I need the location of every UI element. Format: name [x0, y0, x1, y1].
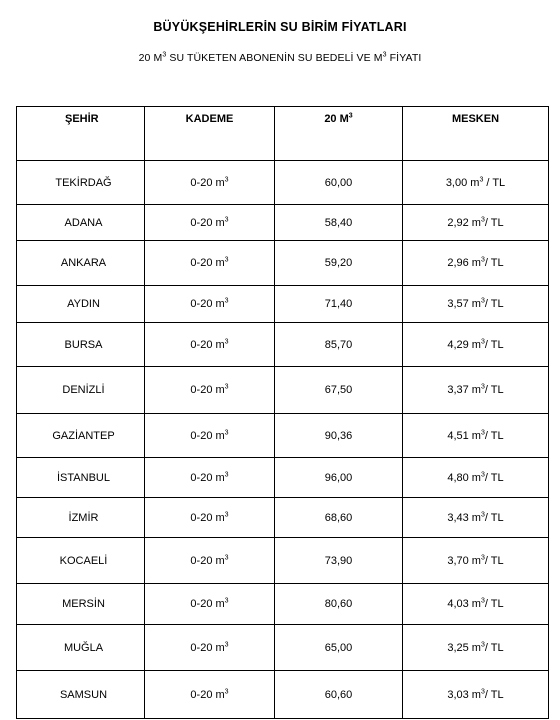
price-cell — [403, 538, 549, 584]
price-unit: / TL — [484, 384, 504, 396]
tier-value: 0-20 m — [190, 338, 225, 351]
tier-cell — [145, 286, 275, 323]
tier-superscript: 3 — [224, 175, 229, 183]
price-superscript: 3 — [480, 428, 485, 436]
document-subtitle — [0, 52, 560, 64]
price-value: 4,29 m — [447, 338, 481, 351]
tier-superscript: 3 — [224, 470, 229, 478]
tier-value: 0-20 m — [190, 298, 225, 310]
price-value: 2,92 m — [447, 216, 481, 229]
price-superscript: 3 — [480, 553, 485, 561]
city-cell: AYDIN — [17, 286, 145, 323]
amount-cell: 67,50 — [275, 367, 403, 414]
city-cell: ANKARA — [17, 241, 145, 286]
tier-cell — [145, 538, 275, 584]
tier-superscript: 3 — [224, 297, 229, 305]
table-row — [17, 538, 549, 584]
city-cell: TEKİRDAĞ — [17, 161, 145, 205]
price-unit: / TL — [484, 598, 504, 610]
subtitle-superscript-1: 3 — [162, 51, 167, 59]
table-row — [17, 323, 549, 367]
city-cell: GAZİANTEP — [17, 414, 145, 458]
tier-cell — [145, 205, 275, 241]
price-value: 3,25 m — [447, 641, 481, 654]
price-cell — [403, 584, 549, 625]
document-title: BÜYÜKŞEHİRLERİN SU BİRİM FİYATLARI — [153, 20, 407, 34]
price-value: 3,70 m — [447, 554, 481, 567]
tier-value: 0-20 m — [190, 511, 225, 524]
table-row — [17, 241, 549, 286]
price-cell — [403, 241, 549, 286]
tier-value: 0-20 m — [190, 471, 225, 484]
table-row — [17, 367, 549, 414]
price-cell — [403, 458, 549, 498]
price-unit: / TL — [484, 511, 504, 524]
tier-superscript: 3 — [224, 428, 229, 436]
city-cell: BURSA — [17, 323, 145, 367]
tier-superscript: 3 — [224, 553, 229, 561]
price-superscript: 3 — [480, 337, 485, 345]
amount-cell: 73,90 — [275, 538, 403, 584]
tier-value: 0-20 m — [190, 384, 225, 396]
price-unit: / TL — [484, 429, 504, 442]
price-superscript: 3 — [480, 470, 485, 478]
price-unit: / TL — [484, 554, 504, 567]
price-unit: / TL — [484, 688, 504, 701]
price-superscript: 3 — [480, 383, 485, 391]
price-unit: / TL — [484, 338, 504, 351]
table-row — [17, 205, 549, 241]
price-unit: / TL — [484, 471, 504, 484]
amount-cell: 80,60 — [275, 584, 403, 625]
price-cell — [403, 286, 549, 323]
amount-cell: 60,00 — [275, 161, 403, 205]
city-cell: KOCAELİ — [17, 538, 145, 584]
price-value: 3,43 m — [447, 511, 481, 524]
price-superscript: 3 — [480, 297, 485, 305]
amount-cell: 65,00 — [275, 625, 403, 671]
tier-value: 0-20 m — [190, 554, 225, 567]
table-row — [17, 625, 549, 671]
city-cell: ADANA — [17, 205, 145, 241]
amount-cell: 58,40 — [275, 205, 403, 241]
price-value: 4,03 m — [447, 598, 481, 610]
amount-cell: 96,00 — [275, 458, 403, 498]
price-cell — [403, 414, 549, 458]
table-row — [17, 414, 549, 458]
price-superscript: 3 — [479, 175, 484, 183]
price-cell — [403, 671, 549, 719]
price-cell — [403, 625, 549, 671]
price-value: 3,03 m — [447, 688, 481, 701]
tier-superscript: 3 — [224, 215, 229, 223]
price-superscript: 3 — [480, 510, 485, 518]
price-unit: / TL — [484, 216, 504, 229]
tier-cell — [145, 625, 275, 671]
price-value: 3,37 m — [447, 384, 481, 396]
price-cell — [403, 161, 549, 205]
price-value: 4,80 m — [447, 471, 481, 484]
tier-value: 0-20 m — [190, 257, 225, 269]
tier-superscript: 3 — [224, 687, 229, 695]
tier-superscript: 3 — [224, 337, 229, 345]
price-unit: / TL — [484, 257, 504, 269]
tier-cell — [145, 584, 275, 625]
tier-value: 0-20 m — [190, 176, 225, 189]
city-cell: DENİZLİ — [17, 367, 145, 414]
price-superscript: 3 — [480, 597, 485, 605]
price-value: 2,96 m — [447, 257, 481, 269]
price-value: 3,57 m — [447, 298, 481, 310]
table-row — [17, 286, 549, 323]
amount-cell: 85,70 — [275, 323, 403, 367]
amount-cell: 71,40 — [275, 286, 403, 323]
tier-value: 0-20 m — [190, 641, 225, 654]
price-superscript: 3 — [480, 256, 485, 264]
header-tier: KADEME — [145, 107, 275, 161]
header-residential: MESKEN — [403, 107, 549, 161]
amount-cell: 68,60 — [275, 498, 403, 538]
tier-value: 0-20 m — [190, 598, 225, 610]
tier-value: 0-20 m — [190, 216, 225, 229]
tier-superscript: 3 — [224, 640, 229, 648]
amount-cell: 60,60 — [275, 671, 403, 719]
subtitle-prefix: 20 M — [138, 52, 163, 64]
table-row — [17, 498, 549, 538]
tier-cell — [145, 241, 275, 286]
tier-value: 0-20 m — [190, 429, 225, 442]
tier-cell — [145, 458, 275, 498]
table-row — [17, 584, 549, 625]
price-superscript: 3 — [480, 640, 485, 648]
tier-cell — [145, 323, 275, 367]
price-value: 4,51 m — [447, 429, 481, 442]
tier-superscript: 3 — [224, 383, 229, 391]
tier-superscript: 3 — [224, 510, 229, 518]
price-superscript: 3 — [480, 215, 485, 223]
price-cell — [403, 498, 549, 538]
price-cell — [403, 323, 549, 367]
amount-cell: 90,36 — [275, 414, 403, 458]
price-unit: / TL — [484, 298, 504, 310]
amount-cell: 59,20 — [275, 241, 403, 286]
city-cell: MERSİN — [17, 584, 145, 625]
subtitle-middle: SU TÜKETEN ABONENİN SU BEDELİ VE M — [166, 52, 383, 64]
price-unit: / TL — [483, 176, 506, 189]
tier-cell — [145, 671, 275, 719]
city-cell: İSTANBUL — [17, 458, 145, 498]
city-cell: SAMSUN — [17, 671, 145, 719]
price-cell — [403, 205, 549, 241]
subtitle-superscript-2: 3 — [382, 51, 387, 59]
table-row — [17, 161, 549, 205]
tier-cell — [145, 498, 275, 538]
header-amount-superscript: 3 — [348, 112, 353, 120]
tier-superscript: 3 — [224, 597, 229, 605]
header-city: ŞEHİR — [17, 107, 145, 161]
table-header-row — [17, 107, 549, 161]
tier-superscript: 3 — [224, 256, 229, 264]
tier-cell — [145, 367, 275, 414]
tier-value: 0-20 m — [190, 688, 225, 701]
city-cell: MUĞLA — [17, 625, 145, 671]
city-cell: İZMİR — [17, 498, 145, 538]
header-amount — [275, 107, 403, 161]
table-row — [17, 458, 549, 498]
table-row — [17, 671, 549, 719]
price-cell — [403, 367, 549, 414]
water-rates-table — [16, 106, 549, 719]
price-unit: / TL — [484, 641, 504, 654]
tier-cell — [145, 161, 275, 205]
tier-cell — [145, 414, 275, 458]
price-value: 3,00 m — [445, 176, 480, 189]
price-superscript: 3 — [480, 687, 485, 695]
header-amount-label: 20 M — [324, 113, 349, 125]
subtitle-suffix: FİYATI — [386, 52, 422, 64]
